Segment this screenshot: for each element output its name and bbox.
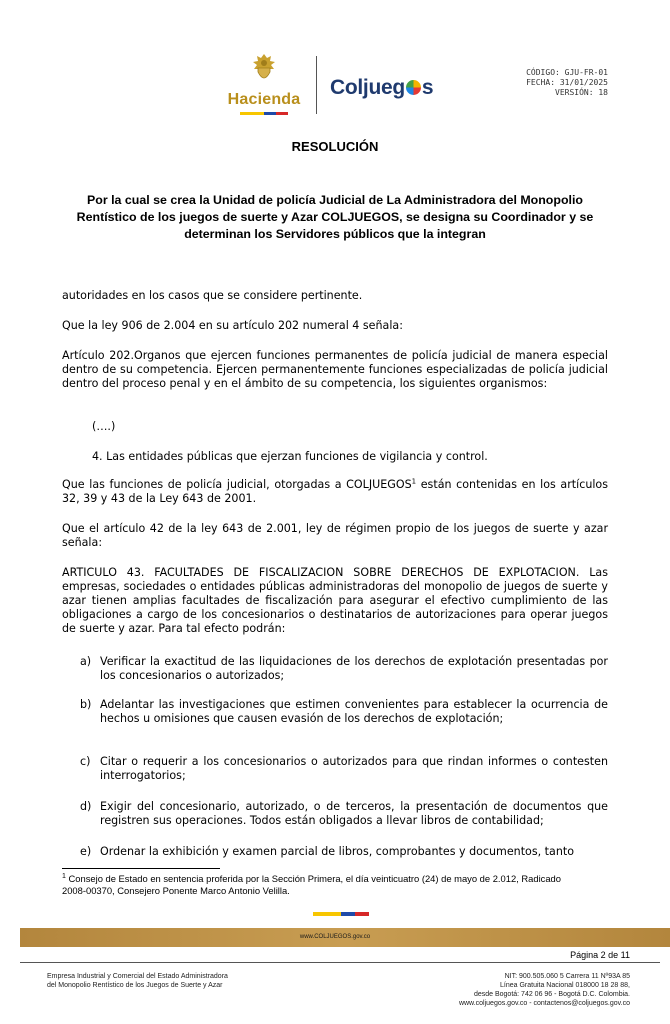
paragraph: ARTICULO 43. FACULTADES DE FISCALIZACION SOBRE DERECHOS DE EXPLOTACION. Las empresas, sociedades o entidades públicas administradoras del monopolio de juegos de suerte y azar tienen amplias facultades de fiscalización para asegurar el efectivo cumplimiento de las obligaciones a cargo de los concesionarios o destinatarios de autorizaciones para operar juegos de suerte y azar. Para tal efecto podrán: xyxy=(62,566,608,635)
list-text: Ordenar la exhibición y examen parcial de libros, comprobantes y documentos, tanto xyxy=(100,845,574,858)
list-item xyxy=(80,845,608,859)
paragraph-text: Que las funciones de policía judicial, otorgadas a COLJUEGOS xyxy=(62,478,412,491)
footer-flag-stripe xyxy=(313,912,369,916)
colombia-crest-icon xyxy=(249,52,279,86)
header-divider xyxy=(316,56,317,114)
paragraph: Que la ley 906 de 2.004 en su artículo 202 numeral 4 señala: xyxy=(62,319,403,332)
list-text: Exigir del concesionario, autorizado, o de terceros, la presentación de documentos que registren sus operaciones. Todos están obligados a llevar libros de contabilidad; xyxy=(100,800,608,827)
hacienda-logo xyxy=(222,52,306,116)
footer-contact xyxy=(459,972,630,1008)
document-subtitle: Por la cual se crea la Unidad de policía Judicial de La Administradora del Monopolio Rentístico de los juegos de suerte y Azar COLJUEGOS, se designa su Coordinador y se determinan los Servidores públicos que la integran xyxy=(76,193,594,241)
coljuegos-o-icon xyxy=(406,80,421,95)
footnote-number: 1 xyxy=(62,872,66,880)
paragraph-quote: 4. Las entidades públicas que ejerzan funciones de vigilancia y control. xyxy=(92,450,488,463)
footer-entity-line: Empresa Industrial y Comercial del Estado Administradora xyxy=(47,973,228,980)
doc-date: FECHA: 31/01/2025 xyxy=(526,78,608,87)
list-item xyxy=(80,755,608,783)
footer-contact-line: NIT: 900.505.060 5 Carrera 11 Nº93A 85 xyxy=(504,973,630,980)
footer-url-link[interactable]: www.COLJUEGOS.gov.co xyxy=(299,934,371,940)
footer-contact-line: Línea Gratuita Nacional 018000 18 28 88, xyxy=(500,982,630,989)
list-item xyxy=(80,800,608,828)
footer-entity xyxy=(47,972,228,990)
paragraph-text: están contenidas en los artículos 32, 39 y 43 de la Ley 643 de 2001. xyxy=(62,478,608,505)
colombia-flag-stripe xyxy=(240,112,288,115)
footer-entity-line: del Monopolio Rentístico de los Juegos de Suerte y Azar xyxy=(47,982,223,989)
document-metadata xyxy=(526,68,608,98)
list-text: Adelantar las investigaciones que estimen convenientes para establecer la ocurrencia de hechos u omisiones que causen evasión de los derechos de explotación; xyxy=(100,698,608,725)
footnote-text: Consejo de Estado en sentencia proferida por la Sección Primera, el día veinticuatro (24) de mayo de 2.012, Radicado 2008-00370, Consejero Ponente Marco Antonio Velilla. xyxy=(62,873,561,896)
list-item xyxy=(80,698,608,726)
list-text: Citar o requerir a los concesionarios o autorizados para que rindan informes o contesten interrogatorios; xyxy=(100,755,608,782)
coljuegos-logo-suffix: s xyxy=(421,76,434,99)
footer-divider xyxy=(20,962,660,963)
paragraph: Que el artículo 42 de la ley 643 de 2.001, ley de régimen propio de los juegos de suerte y azar señala: xyxy=(62,522,608,549)
paragraph: autoridades en los casos que se considere pertinente. xyxy=(62,289,363,302)
list-marker: e) xyxy=(80,845,92,858)
footnote xyxy=(62,873,582,897)
list-marker: c) xyxy=(80,755,91,768)
footnote-divider xyxy=(62,868,220,869)
footer-contact-line: www.coljuegos.gov.co - contactenos@coljuegos.gov.co xyxy=(458,1000,630,1007)
coljuegos-logo-prefix: Coljueg xyxy=(330,76,405,99)
paragraph xyxy=(62,478,608,506)
page-number: Página 2 de 11 xyxy=(570,950,630,960)
list-marker: d) xyxy=(80,800,92,813)
doc-version: VERSIÓN: 18 xyxy=(555,88,608,97)
list-marker: b) xyxy=(80,698,92,711)
paragraph-quote: (….) xyxy=(92,420,116,433)
hacienda-label: Hacienda xyxy=(227,91,301,108)
footer-contact-line: desde Bogotá: 742 06 96 - Bogotá D.C. Colombia. xyxy=(473,991,630,998)
list-item xyxy=(80,655,608,683)
doc-code: CÓDIGO: GJU-FR-01 xyxy=(526,68,608,77)
list-text: Verificar la exactitud de las liquidaciones de los derechos de explotación presentadas por los concesionarios o autorizados; xyxy=(100,655,608,682)
list-marker: a) xyxy=(80,655,92,668)
footnote-ref: 1 xyxy=(411,477,417,486)
coljuegos-logo xyxy=(330,76,433,100)
paragraph: Artículo 202.Organos que ejercen funciones permanentes de policía judicial de manera especial dentro de su competencia. Ejercen permanentemente funciones especializadas de policía judicial dentro del proceso penal y en el ámbito de su competencia, los siguientes organismos: xyxy=(62,349,608,390)
document-title: RESOLUCIÓN xyxy=(291,139,379,154)
